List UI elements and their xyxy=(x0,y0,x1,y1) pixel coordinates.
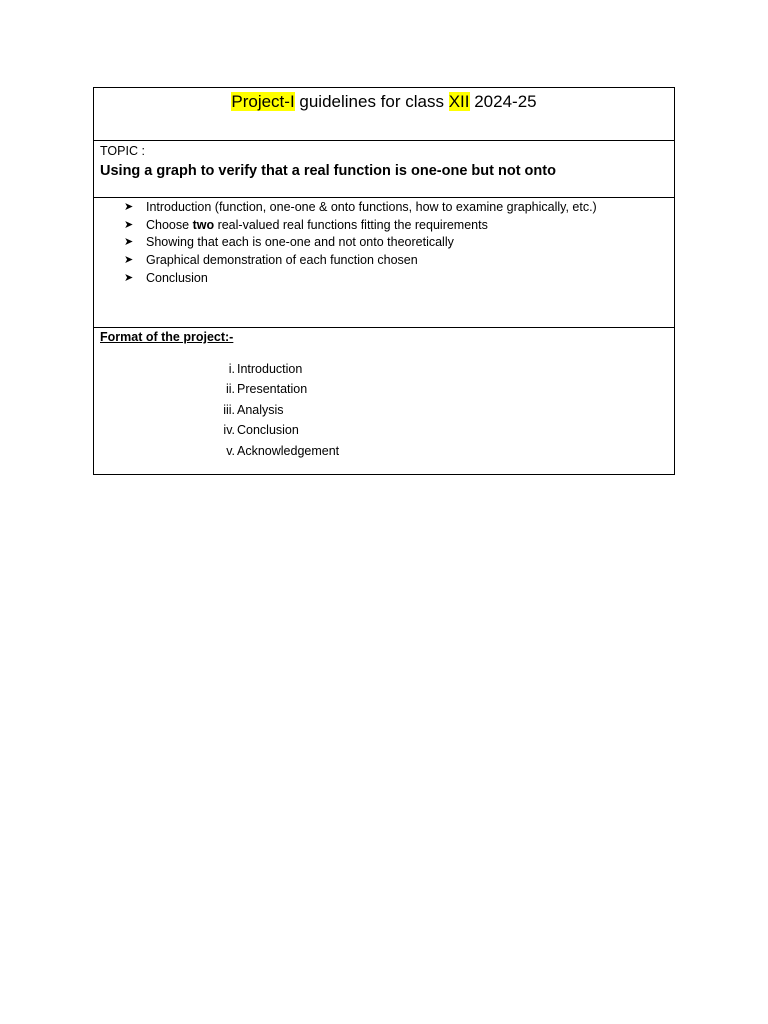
arrow-bullet-icon: ➤ xyxy=(124,271,134,284)
title-class-highlight: XII xyxy=(448,92,470,111)
roman-numeral: ii. xyxy=(225,382,235,397)
title-middle: guidelines for class xyxy=(294,92,449,111)
list-item: ➤ Conclusion xyxy=(94,270,674,288)
roman-numeral: iv. xyxy=(223,423,235,438)
requirements-row xyxy=(94,197,674,327)
format-row xyxy=(94,327,674,474)
list-item: v. Acknowledgement xyxy=(100,441,674,461)
arrow-bullet-icon: ➤ xyxy=(124,218,134,231)
topic-row xyxy=(94,140,674,197)
roman-numeral: i. xyxy=(228,362,235,376)
list-item: iv. Conclusion xyxy=(100,420,674,440)
roman-numeral: v. xyxy=(226,443,235,458)
title-project-highlight: Project-I xyxy=(231,92,295,111)
title-year: 2024-25 xyxy=(469,92,537,111)
arrow-bullet-icon: ➤ xyxy=(124,201,134,213)
list-item: ii. Presentation xyxy=(100,379,674,399)
format-list xyxy=(100,359,674,461)
roman-numeral: iii. xyxy=(223,402,235,417)
requirements-list xyxy=(94,199,674,288)
format-heading: Format of the project:- xyxy=(100,330,234,344)
title-row xyxy=(94,88,674,140)
emphasis-two: two xyxy=(192,217,215,232)
topic-text: Using a graph to verify that a real function is one-one but not onto xyxy=(100,163,556,179)
page-title xyxy=(94,91,674,113)
list-item: ➤ Showing that each is one-one and not onto theoretically xyxy=(94,234,674,252)
guidelines-table xyxy=(93,87,675,475)
arrow-bullet-icon: ➤ xyxy=(124,236,134,249)
list-item: ➤ Choose two real-valued real functions fitting the requirements xyxy=(94,217,674,235)
list-item: i. Introduction xyxy=(100,359,674,379)
list-item: ➤ Introduction (function, one-one & onto functions, how to examine graphically, etc.) xyxy=(94,199,674,217)
list-item: ➤ Graphical demonstration of each function chosen xyxy=(94,252,674,270)
list-item: iii. Analysis xyxy=(100,400,674,420)
topic-label: TOPIC : xyxy=(100,144,145,158)
arrow-bullet-icon: ➤ xyxy=(124,254,134,267)
